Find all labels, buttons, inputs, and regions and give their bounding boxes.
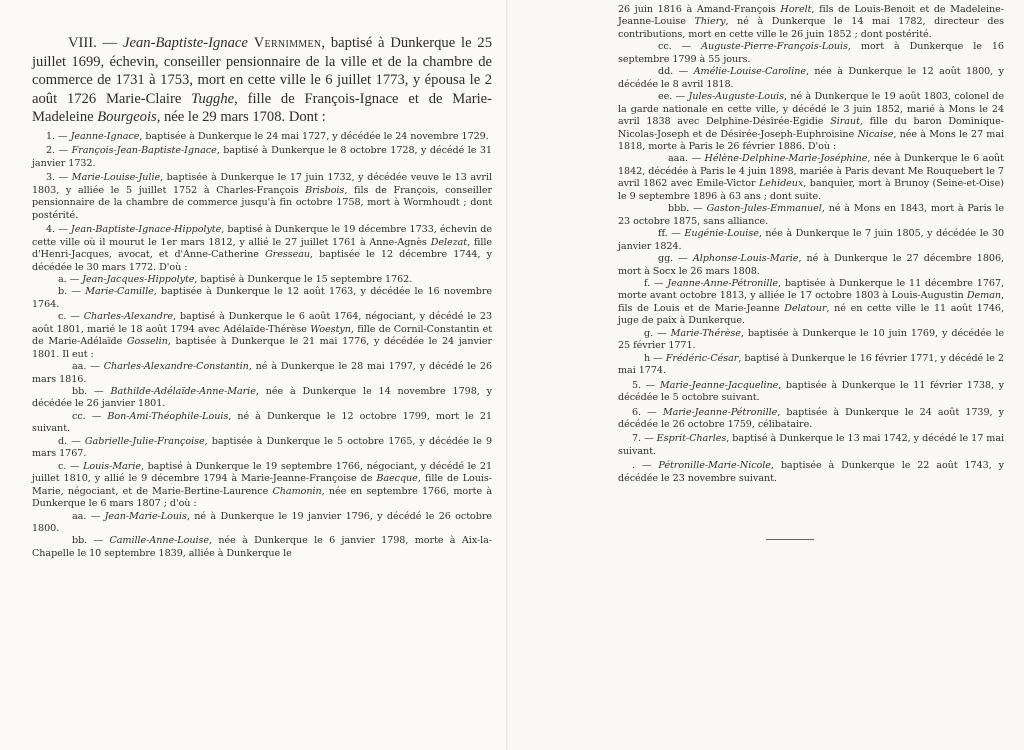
entry xyxy=(32,224,492,274)
entry-name: Jean-Jacques-Hippolyte xyxy=(82,273,195,285)
entry-name: Camille-Anne-Louise xyxy=(109,535,209,547)
entry-name: Siraut xyxy=(830,116,860,128)
entry-text: , née à Dunkerque le 6 janvier 1798, morte à Aix-la-Chapelle le 10 septembre 1839, alliée à Dunkerque le xyxy=(32,535,492,559)
entry-name: Gresseau xyxy=(265,249,311,261)
entry-text: , baptisé à Dunkerque le 13 mai 1742, y décédé le 17 mai suivant. xyxy=(618,433,1005,457)
entry xyxy=(32,274,492,286)
entry-name: Bathilde-Adélaïde-Anne-Marie xyxy=(110,386,256,398)
entry-name: Deman xyxy=(966,290,1002,302)
entry-name: Louis-Marie xyxy=(83,460,141,472)
family-name: Vernimmen xyxy=(253,35,322,51)
entry-text: , né à Dunkerque le 27 décembre 1806, mort à Socx le 26 mars 1808. xyxy=(618,253,1005,277)
entry-text: , fille du baron Dominique-Nicolas-Joseph et de Désirée-Joseph-Euphroisine xyxy=(618,116,1004,140)
entry-text: , baptisée à Dunkerque le 12 août 1763, y décédée le 16 novembre 1764. xyxy=(32,286,492,310)
entry-name: Jean-Baptiste-Ignace-Hippolyte xyxy=(70,224,222,236)
entry-text: , fille d'Henri-Jacques, avocat, et d'Anne-Catherine xyxy=(32,236,493,261)
entry-name: Delatour xyxy=(784,302,827,314)
entry-number: ee. — xyxy=(658,91,686,103)
entry-name: Woestyn xyxy=(310,323,351,335)
entry xyxy=(32,145,492,170)
entry xyxy=(32,286,492,311)
entry-name: Marie-Jeanne-Jacqueline xyxy=(659,379,779,391)
lead-text-2: , fille de François-Ignace et de Marie-Madeleine xyxy=(32,90,492,126)
entry-name: Gabrielle-Julie-Françoise xyxy=(84,435,205,447)
entry-number: d. — xyxy=(58,435,81,447)
entry xyxy=(618,253,1004,278)
entry-text: , mort à Dunkerque le 16 septembre 1799 à 55 jours. xyxy=(618,41,1004,65)
entry-text: , baptisée à Dunkerque le 11 février 1738, y décédée le 5 octobre suivant. xyxy=(618,379,1005,404)
entry-name: Marie-Thérèse xyxy=(670,327,741,339)
entry-name: Lehideux xyxy=(758,178,804,190)
entry-name: Jeanne-Ignace xyxy=(70,130,140,142)
entry-name: Charles-Alexandre xyxy=(83,311,174,323)
entry-name: Bon-Ami-Théophile-Louis xyxy=(107,410,229,422)
entry-text: , né à Dunkerque le 19 août 1803, colonel de la garde nationale en cette ville, y décédé le 3 juin 1852, marié à Mons le 24 avril 1838 avec Delphine-Désirée-Egidie xyxy=(618,91,1004,128)
entry-text: , baptisé à Dunkerque le 16 février 1771, y décédé le 2 mai 1774. xyxy=(618,352,1004,377)
entry-number: aa. — xyxy=(72,361,100,373)
entry-text: , née à Dunkerque le 12 août 1800, y décédée le 8 avril 1818. xyxy=(618,66,1004,90)
entry-name: Thiery xyxy=(694,16,726,28)
entry-name: François-Jean-Baptiste-Ignace xyxy=(71,145,217,157)
entry xyxy=(32,131,492,143)
entry xyxy=(32,511,492,536)
entry-text: , baptisé à Dunkerque le 15 septembre 1762. xyxy=(194,273,413,285)
entry-number: 7. — xyxy=(632,433,654,445)
entry-name: Frédéric-César xyxy=(665,352,739,364)
entry-number: aaa. — xyxy=(668,153,702,165)
entry-text: , née à Dunkerque le 7 juin 1805, y décédée le 30 janvier 1824. xyxy=(618,228,1005,252)
entry-name: Gosselin xyxy=(126,336,168,348)
entry-number: . — xyxy=(632,460,652,472)
entry xyxy=(32,386,492,411)
entry-text: , fille de Louis-Marie, négociant, et de Marie-Bertine-Laurence xyxy=(32,473,492,497)
entry-number: 3. — xyxy=(46,172,69,184)
entry-text: , baptisée à Dunkerque le 17 juin 1732, y décédée veuve le 13 avril 1803, y alliée le 5 juillet 1752 à Charles-François xyxy=(32,172,492,196)
entry-number: gg. — xyxy=(658,253,688,265)
entry-text: , né à Dunkerque le 19 janvier 1796, y décédé le 26 octobre 1800. xyxy=(32,510,493,535)
entry xyxy=(618,228,1004,253)
entry xyxy=(32,535,492,560)
entry-name: Jules-Auguste-Louis xyxy=(688,91,784,103)
entry-text: , fille de Cornil-Constantin et de Marie-Adélaïde xyxy=(32,323,492,348)
entry xyxy=(32,311,492,361)
entry-text: , baptisée à Dunkerque le 5 octobre 1765, y décédée le 9 mars 1767. xyxy=(32,435,493,460)
entry-name: Pétronille-Marie-Nicole xyxy=(658,460,771,472)
entry-number: bbb. — xyxy=(668,203,703,215)
entry-number: 1. — xyxy=(46,130,68,142)
lead-paragraph xyxy=(32,34,492,127)
entry-text: , baptisée le 12 décembre 1744, y décédée le 30 mars 1772. D'où : xyxy=(32,249,492,273)
entry-name: Marie-Camille xyxy=(85,286,154,298)
entry-name: Marie-Louise-Julie xyxy=(71,172,161,184)
entry-name: Auguste-Pierre-François-Louis xyxy=(701,41,848,53)
entry-number: c. — xyxy=(58,460,80,472)
entry-number: dd. — xyxy=(658,66,689,78)
entry-name: Marie-Jeanne-Pétronille xyxy=(662,406,778,418)
person-name: Jean-Baptiste-Ignace xyxy=(123,35,248,51)
entry-text: , baptisée à Dunkerque le 24 août 1739, y décédée le 26 octobre 1759, célibataire. xyxy=(618,406,1004,430)
entry-text: , né à Mons en 1843, mort à Paris le 23 octobre 1875, sans alliance. xyxy=(618,203,1004,227)
mother-name: Bourgeois xyxy=(97,109,157,126)
entry-name: Eugénie-Louise xyxy=(684,228,759,240)
entry-name: Baecque xyxy=(376,473,418,485)
entry-number: h — xyxy=(644,352,663,364)
entry xyxy=(618,66,1004,91)
entry-continuation xyxy=(618,4,1004,41)
entry-text: , fils de François, conseiller pensionnaire de la chambre de commerce jusqu'à fin octobre 1758, mort à Wormhoudt ; dont postérité. xyxy=(32,184,492,221)
entry-text: , baptisée à Dunkerque le 24 mai 1727, y décédée le 24 novembre 1729. xyxy=(139,130,489,142)
entry-name: Chamonin xyxy=(272,485,322,497)
entry-text: , né à Dunkerque le 12 octobre 1799, mort le 21 suivant. xyxy=(32,410,492,435)
entry-text: , baptisée à Dunkerque le 22 août 1743, y décédée le 23 novembre suivant. xyxy=(618,460,1004,484)
entry xyxy=(32,411,492,436)
entry-text: , baptisée à Dunkerque le 10 juin 1769, y décédée le 25 février 1771. xyxy=(618,327,1004,352)
entry-number: f. — xyxy=(644,277,664,289)
entry-name: Alphonse-Louis-Marie xyxy=(692,253,799,265)
entry-name: Horelt xyxy=(780,4,812,15)
entry-number: 2. — xyxy=(46,145,69,157)
entry-name: Gaston-Jules-Emmanuel xyxy=(706,203,822,215)
entry xyxy=(32,461,492,511)
entry-number: ff. — xyxy=(658,228,681,240)
left-page xyxy=(0,0,508,750)
entry-text: , fils de Louis-Benoit et de Madeleine-Jeanne-Louise xyxy=(618,4,1004,28)
entry-text: , née à Mons le 27 mai 1818, morte à Paris le 26 février 1886. D'où : xyxy=(618,128,1005,152)
entry xyxy=(618,328,1004,353)
entry-text: 26 juin 1816 à Amand-François xyxy=(618,4,776,15)
entry-number: bb. — xyxy=(72,535,104,547)
entry xyxy=(618,407,1004,432)
right-page xyxy=(508,0,1024,750)
entry xyxy=(618,153,1004,203)
entry-text: , fils de Louis et de Marie-Jeanne xyxy=(618,290,1005,314)
entry xyxy=(618,353,1004,378)
entry-text: , baptisé à Dunkerque le 19 décembre 1733, échevin de cette ville où il mourut le 1er mars 1812, y allié le 27 juillet 1761 à Anne-Agnès xyxy=(32,224,492,248)
entry-text: , baptisée à Dunkerque le 11 décembre 1767, morte avant octobre 1813, y alliée le 17 octobre 1803 à Louis-Augustin xyxy=(618,277,1004,302)
entry-text: , banquier, mort à Brunoy (Seine-et-Oise) le 9 septembre 1896 à 63 ans ; dont suite. xyxy=(618,178,1004,202)
entry xyxy=(618,203,1004,228)
entry-name: Esprit-Charles xyxy=(656,433,727,445)
end-rule xyxy=(766,539,814,540)
entry-name: Nicaise xyxy=(857,128,894,140)
entry-text: , née à Dunkerque le 6 août 1842, décédée à Paris le 4 juin 1898, mariée à Paris devant Me Rouquebert le 7 avril 1862 avec Emile-Victor xyxy=(618,153,1004,190)
entry-text: , baptisée à Dunkerque le 21 mai 1776, y décédée le 24 janvier 1801. Il eut : xyxy=(32,336,493,360)
entry-name: Hélène-Delphine-Marie-Joséphine xyxy=(704,153,868,165)
entry-name: Jeanne-Anne-Pétronille xyxy=(667,277,778,289)
entry-number: cc. — xyxy=(658,41,692,53)
entry-name: Delezat xyxy=(430,236,468,248)
lead-text-1: , baptisé à Dunkerque le 25 juillet 1699, échevin, conseiller pensionnaire de la ville et de la chambre de commerce de 1731 à 1753, mort en cette ville le 6 juillet 1773, y épousa le 2 août 1726 Marie-Claire xyxy=(32,35,492,107)
entry-number: a. — xyxy=(58,273,80,285)
entry-text: , baptisé à Dunkerque le 6 août 1764, négociant, y décédé le 23 août 1801, marié le 18 août 1794 avec Adélaïde-Thérèse xyxy=(32,311,493,335)
entry xyxy=(618,41,1004,66)
entry xyxy=(618,278,1004,328)
entry-number: aa. — xyxy=(72,510,101,522)
entry-number: bb. — xyxy=(72,386,104,398)
entry-text: , né en cette ville le 11 août 1746, juge de paix à Dunkerque. xyxy=(618,302,1004,327)
entry-text: , né à Dunkerque le 14 mai 1782, directeur des contributions, mort en cette ville le 26 juin 1852 ; dont postérité. xyxy=(618,16,1005,40)
entry xyxy=(618,433,1004,458)
entry xyxy=(618,460,1004,485)
entry-number: cc. — xyxy=(72,410,102,422)
entry-text: , baptisé à Dunkerque le 19 septembre 1766, négociant, y décédé le 21 juillet 1810, y allié le 9 décembre 1794 à Marie-Jeanne-Françoise de xyxy=(32,460,493,485)
entry xyxy=(618,380,1004,405)
entry-text: , baptisé à Dunkerque le 8 octobre 1728, y décédé le 31 janvier 1732. xyxy=(32,145,492,169)
entry-number: g. — xyxy=(644,327,667,339)
entry-number: c. — xyxy=(58,311,80,323)
entry-number: 4. — xyxy=(46,224,68,236)
entry-text: , née en septembre 1766, morte à Dunkerque le 6 mars 1807 ; d'où : xyxy=(32,485,492,510)
section-number: VIII. — xyxy=(68,35,118,51)
entry-number: b. — xyxy=(58,286,81,298)
entry-name: Charles-Alexandre-Constantin xyxy=(103,361,249,373)
entry xyxy=(32,361,492,386)
entry-number: 5. — xyxy=(632,379,656,391)
spouse-name: Tugghe xyxy=(191,90,235,107)
entry xyxy=(32,172,492,222)
entry-name: Brisbois xyxy=(305,184,345,196)
entry-number: 6. — xyxy=(632,406,657,418)
entry-text: , née à Dunkerque le 14 novembre 1798, y décédée le 26 janvier 1801. xyxy=(32,386,493,410)
entry xyxy=(32,436,492,461)
lead-text-3: , née le 29 mars 1708. Dont : xyxy=(156,109,326,126)
entry-name: Amélie-Louise-Caroline xyxy=(693,66,806,78)
entry xyxy=(618,91,1004,153)
entry-name: Jean-Marie-Louis xyxy=(104,510,187,522)
entry-text: , né à Dunkerque le 28 mai 1797, y décédé le 26 mars 1816. xyxy=(32,361,493,385)
